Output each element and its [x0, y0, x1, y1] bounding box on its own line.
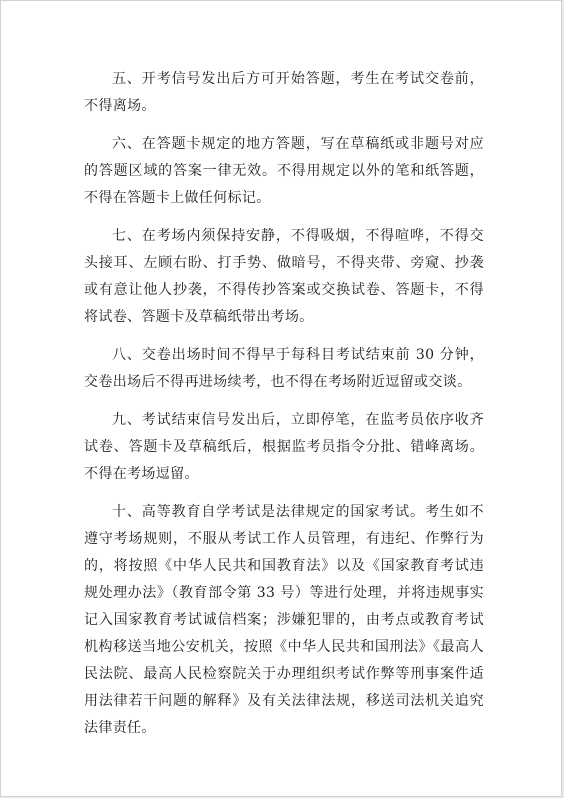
document-body: [84, 66, 484, 753]
rule-paragraph-8: 八、交卷出场时间不得早于每科目考试结束前 30 分钟，交卷出场后不得再进场续考，也不得在考场附近逗留或交谈。: [84, 347, 484, 390]
rule-paragraph-9: 九、考试结束信号发出后，立即停笔，在监考员依序收齐试卷、答题卡及草稿纸后，根据监考员指令分批、错峰离场。不得在考场逗留。: [84, 412, 484, 482]
rule-paragraph-6: 六、在答题卡规定的地方答题，写在草稿纸或非题号对应的答题区域的答案一律无效。不得用规定以外的笔和纸答题，不得在答题卡上做任何标记。: [84, 136, 484, 206]
rule-paragraph-7: 七、在考场内须保持安静，不得吸烟，不得喧哗，不得交头接耳、左顾右盼、打手势、做暗号，不得夹带、旁窥、抄袭或有意让他人抄袭，不得传抄答案或交换试卷、答题卡，不得将试卷、答题卡及草稿纸带出考场。: [84, 228, 484, 325]
rule-paragraph-10: 十、高等教育自学考试是法律规定的国家考试。考生如不遵守考场规则，不服从考试工作人员管理，有违纪、作弊行为的，将按照《中华人民共和国教育法》以及《国家教育考试违规处理办法》（教育部令第 33 号）等进行处理，并将违规事实记入国家教育考试诚信档案；涉嫌犯罪的，由考点或教育考试机构移送当地公安机关，按照《中华人民共和国刑法》《最高人民法院、最高人民检察院关于办理组织考试作弊等刑事案件适用法律若干问题的解释》及有关法律法规，移送司法机关追究法律责任。: [84, 504, 484, 736]
rule-paragraph-5: 五、开考信号发出后方可开始答题，考生在考试交卷前，不得离场。: [84, 71, 484, 114]
